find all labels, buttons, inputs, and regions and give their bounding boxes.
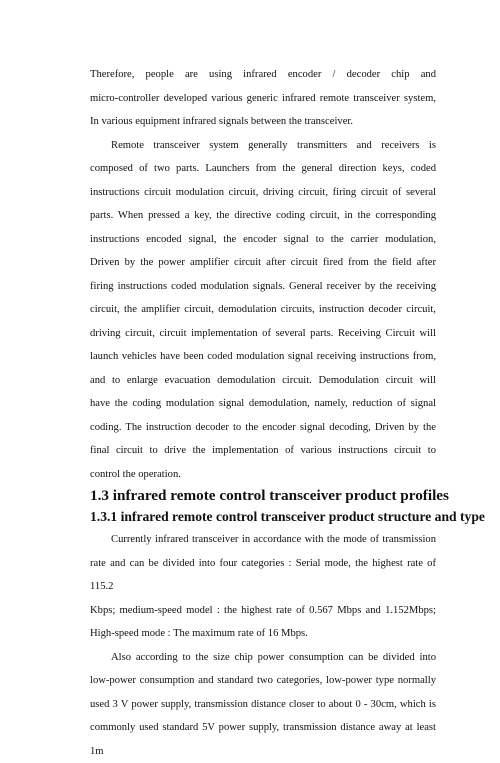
text-line: launch vehicles have been coded modulation signal receiving instructions from,: [90, 345, 436, 369]
text-line: driving circuit, circuit implementation of several parts. Receiving Circuit will: [90, 322, 436, 346]
section-heading: 1.3 infrared remote control transceiver product profiles: [90, 486, 436, 506]
text-line: control the operation.: [90, 463, 436, 487]
text-line: firing instructions coded modulation signals. General receiver by the receiving: [90, 275, 436, 299]
text-line: rate and can be divided into four categories : Serial mode, the highest rate of 115.2: [90, 552, 436, 599]
text-line: Driven by the power amplifier circuit after circuit fired from the field after: [90, 251, 436, 275]
text-line: and to enlarge evacuation demodulation circuit. Demodulation circuit will: [90, 369, 436, 393]
text-line: used 3 V power supply, transmission distance closer to about 0 - 30cm, which is: [90, 693, 436, 717]
text-line: instructions encoded signal, the encoder signal to the carrier modulation,: [90, 228, 436, 252]
text-line: Currently infrared transceiver in accordance with the mode of transmission: [90, 528, 436, 552]
text-line: have the coding modulation signal demodulation, namely, reduction of signal: [90, 392, 436, 416]
paragraph-1: [90, 63, 436, 134]
text-line: commonly used standard 5V power supply, transmission distance away at least 1m: [90, 716, 436, 763]
paragraph-3: [90, 528, 436, 646]
text-line: parts. When pressed a key, the directive coding circuit, in the corresponding: [90, 204, 436, 228]
paragraph-4: [90, 646, 436, 763]
text-line: Remote transceiver system generally transmitters and receivers is: [90, 134, 436, 158]
text-line: final circuit to drive the implementation of various instructions circuit to: [90, 439, 436, 463]
text-line: Also according to the size chip power consumption can be divided into: [90, 646, 436, 670]
text-line: High-speed mode : The maximum rate of 16 Mbps.: [90, 622, 436, 646]
text-line: Therefore, people are using infrared encoder / decoder chip and: [90, 63, 436, 87]
text-line: micro-controller developed various generic infrared remote transceiver system,: [90, 87, 436, 111]
text-line: Kbps; medium-speed model : the highest rate of 0.567 Mbps and 1.152Mbps;: [90, 599, 436, 623]
document-page: [90, 63, 436, 763]
subsection-heading: 1.3.1 infrared remote control transceiver product structure and type: [90, 506, 436, 528]
paragraph-2: [90, 134, 436, 487]
text-line: coding. The instruction decoder to the encoder signal decoding, Driven by the: [90, 416, 436, 440]
text-line: low-power consumption and standard two categories, low-power type normally: [90, 669, 436, 693]
text-line: instructions circuit modulation circuit, driving circuit, firing circuit of several: [90, 181, 436, 205]
text-line: circuit, the amplifier circuit, demodulation circuits, instruction decoder circuit,: [90, 298, 436, 322]
text-line: In various equipment infrared signals between the transceiver.: [90, 110, 436, 134]
text-line: composed of two parts. Launchers from the general direction keys, coded: [90, 157, 436, 181]
